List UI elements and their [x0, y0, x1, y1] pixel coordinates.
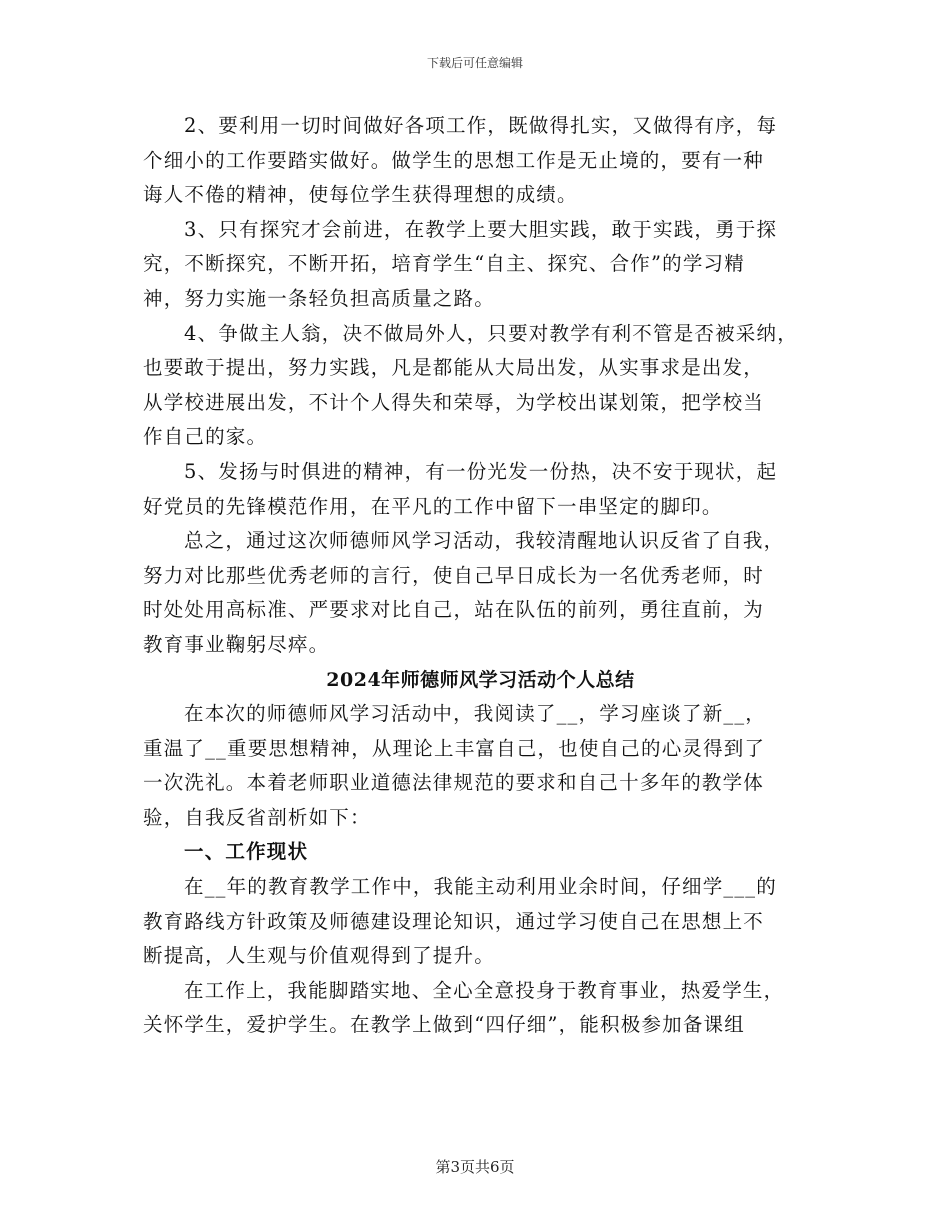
paragraph-line: 断提高，人生观与价值观得到了提升。 — [143, 944, 495, 968]
paragraph-line: 好党员的先锋模范作用，在平凡的工作中留下一串坚定的脚印。 — [143, 494, 723, 518]
paragraph-line: 验，自我反省剖析如下： — [143, 805, 371, 829]
page-footer: 第3页共6页 — [435, 1158, 515, 1176]
paragraph-line: 也要敢于提出，努力实践，凡是都能从大局出发，从实事求是出发， — [143, 356, 765, 380]
paragraph-line: 神，努力实施一条轻负担高质量之路。 — [143, 286, 495, 310]
paragraph — [143, 524, 818, 662]
paragraph-line: 教育事业鞠躬尽瘁。 — [143, 632, 330, 656]
section-heading: 一、工作现状 — [184, 840, 309, 864]
paragraph-line: 究，不断探究，不断开拓，培育学生“自主、探究、合作”的学习精 — [143, 252, 745, 276]
paragraph — [143, 455, 818, 524]
paragraph — [143, 974, 818, 1043]
paragraph-line: 关怀学生，爱护学生。在教学上做到“四仔细”，能积极参加备课组 — [143, 1013, 745, 1037]
paragraph — [143, 213, 818, 317]
paragraph-line: 诲人不倦的精神，使每位学生获得理想的成绩。 — [143, 183, 578, 207]
page-header: 下载后可任意编辑 — [426, 56, 523, 70]
paragraph-line: 重温了__重要思想精神，从理论上丰富自己，也使自己的心灵得到了 — [143, 736, 766, 760]
document-title: 2024年师德师风学习活动个人总结 — [326, 668, 635, 691]
paragraph-line: 在本次的师德师风学习活动中，我阅读了__，学习座谈了新__， — [184, 702, 767, 726]
paragraph-line: 时处处用高标准、严要求对比自己，站在队伍的前列，勇往直前，为 — [143, 598, 765, 622]
paragraph — [143, 317, 818, 455]
document-body — [143, 109, 818, 1043]
paragraph — [143, 697, 818, 835]
paragraph — [143, 870, 818, 974]
paragraph-line: 总之，通过这次师德师风学习活动，我较清醒地认识反省了自我， — [184, 529, 785, 553]
paragraph-line: 作自己的家。 — [143, 425, 268, 449]
paragraph-line: 4、争做主人翁，决不做局外人，只要对教学有利不管是否被采纳， — [184, 321, 798, 345]
paragraph-line: 3、只有探究才会前进，在教学上要大胆实践，敢于实践，勇于探 — [184, 217, 778, 241]
paragraph-line: 从学校进展出发，不计个人得失和荣辱，为学校出谋划策，把学校当 — [143, 390, 765, 414]
paragraph-line: 5、发扬与时俱进的精神，有一份光发一份热，决不安于现状，起 — [184, 459, 778, 483]
paragraph-line: 努力对比那些优秀老师的言行，使自己早日成长为一名优秀老师，时 — [143, 563, 765, 587]
paragraph-line: 在工作上，我能脚踏实地、全心全意投身于教育事业，热爱学生， — [184, 978, 785, 1002]
paragraph-line: 一次洗礼。本着老师职业道德法律规范的要求和自己十多年的教学体 — [143, 771, 765, 795]
paragraph-line: 2、要利用一切时间做好各项工作，既做得扎实，又做得有序，每 — [184, 114, 778, 137]
paragraph — [143, 109, 818, 213]
paragraph-line: 在__年的教育教学工作中，我能主动利用业余时间，仔细学___的 — [184, 875, 777, 899]
paragraph-line: 教育路线方针政策及师德建设理论知识，通过学习使自己在思想上不 — [143, 909, 765, 933]
paragraph-line: 个细小的工作要踏实做好。做学生的思想工作是无止境的，要有一种 — [143, 148, 765, 172]
